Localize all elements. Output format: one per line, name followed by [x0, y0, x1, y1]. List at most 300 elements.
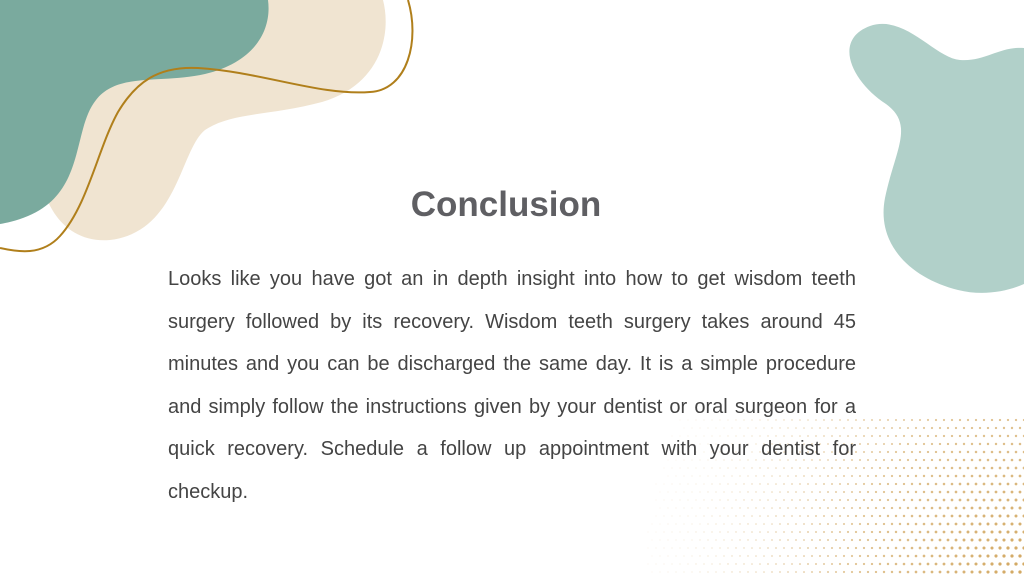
dot: [931, 443, 933, 445]
dot: [867, 491, 869, 493]
dot: [943, 467, 945, 469]
dot: [907, 523, 910, 526]
dot: [867, 523, 869, 525]
dot: [955, 555, 958, 558]
dot: [867, 507, 869, 509]
dot: [847, 563, 849, 565]
dot: [652, 524, 653, 525]
dot: [999, 435, 1001, 437]
dot: [863, 515, 865, 517]
dot: [847, 531, 849, 533]
dot: [999, 467, 1002, 470]
dot: [867, 427, 869, 429]
dot: [887, 499, 889, 501]
dot: [871, 515, 873, 517]
dot: [986, 538, 989, 541]
dot: [963, 459, 966, 462]
dot: [891, 571, 893, 573]
dot: [859, 571, 861, 573]
dot: [971, 427, 973, 429]
dot: [1015, 451, 1018, 454]
dot: [899, 571, 902, 574]
dot: [979, 443, 981, 445]
dot: [887, 467, 889, 469]
dot: [899, 443, 901, 445]
dot: [1019, 443, 1022, 446]
dot: [1011, 491, 1014, 494]
dot: [863, 451, 865, 453]
dot: [863, 419, 865, 421]
dot: [656, 548, 657, 549]
dot: [911, 547, 914, 550]
dot: [903, 515, 905, 517]
dot: [859, 539, 861, 541]
dot: [891, 491, 893, 493]
dot: [923, 475, 925, 477]
dot: [935, 451, 937, 453]
dot: [787, 571, 789, 573]
dot: [727, 563, 728, 564]
dot: [975, 515, 978, 518]
dot: [935, 435, 937, 437]
dot: [991, 451, 994, 454]
dot: [883, 555, 885, 557]
dot: [911, 515, 914, 518]
dot: [843, 523, 845, 525]
dot: [711, 515, 712, 516]
dot: [883, 443, 885, 445]
dot: [915, 539, 918, 542]
dot: [1015, 435, 1017, 437]
dot: [755, 571, 757, 573]
dot: [883, 539, 885, 541]
dot: [815, 515, 817, 517]
dot: [998, 530, 1001, 533]
dot: [831, 547, 833, 549]
dot: [967, 435, 969, 437]
dot: [823, 531, 825, 533]
dot: [903, 467, 905, 469]
dot: [927, 435, 929, 437]
dot: [978, 554, 981, 557]
dot: [859, 491, 861, 493]
dot: [970, 570, 973, 573]
dot: [747, 523, 748, 524]
dot: [927, 483, 930, 486]
dot: [955, 571, 958, 574]
dot: [975, 499, 978, 502]
dot: [987, 459, 990, 462]
dot: [931, 555, 934, 558]
dot: [807, 563, 809, 565]
dot: [683, 523, 684, 524]
dot: [963, 523, 966, 526]
dot: [1006, 546, 1009, 549]
dot: [983, 531, 986, 534]
dot: [895, 451, 897, 453]
dot: [879, 451, 881, 453]
dot: [747, 555, 748, 556]
dot: [931, 507, 934, 510]
dot: [683, 555, 684, 556]
dot: [839, 531, 841, 533]
dot: [691, 523, 692, 524]
dot: [755, 555, 757, 557]
dot: [915, 443, 917, 445]
dot: [939, 427, 941, 429]
dot: [1003, 459, 1006, 462]
dot: [831, 531, 833, 533]
dot: [998, 546, 1001, 549]
dot: [859, 475, 861, 477]
dot: [995, 507, 998, 510]
dot: [771, 523, 773, 525]
dot: [660, 556, 661, 557]
dot: [935, 547, 938, 550]
dot: [919, 547, 922, 550]
dot: [931, 427, 933, 429]
dot: [919, 499, 922, 502]
dot: [963, 475, 966, 478]
dot: [815, 547, 817, 549]
dot: [935, 467, 937, 469]
dot: [919, 451, 921, 453]
dot: [943, 531, 946, 534]
dot: [652, 540, 653, 541]
dot: [1011, 427, 1013, 429]
dot: [735, 515, 736, 516]
dot: [871, 467, 873, 469]
dot: [979, 523, 982, 526]
dot: [947, 571, 950, 574]
dot: [743, 515, 744, 516]
dot: [899, 555, 902, 558]
dot: [899, 523, 901, 525]
dot: [735, 563, 736, 564]
dot: [859, 523, 861, 525]
dot: [895, 483, 897, 485]
dot: [971, 491, 974, 494]
dot: [787, 523, 789, 525]
dot: [907, 475, 909, 477]
dot: [1007, 515, 1010, 518]
dot: [903, 563, 906, 566]
dot: [879, 563, 881, 565]
dot: [955, 539, 958, 542]
dot: [827, 571, 829, 573]
dot: [795, 571, 797, 573]
dot: [715, 555, 716, 556]
dot: [676, 540, 677, 541]
dot: [891, 459, 893, 461]
dot: [683, 539, 684, 540]
dot: [915, 475, 917, 477]
dot: [947, 539, 950, 542]
dot: [927, 531, 930, 534]
dot: [871, 419, 873, 421]
dot: [807, 515, 809, 517]
dot: [759, 547, 761, 549]
dot: [971, 507, 974, 510]
dot: [1007, 435, 1009, 437]
dot: [895, 467, 897, 469]
dot: [935, 419, 937, 421]
dot: [991, 419, 993, 421]
dot: [1003, 491, 1006, 494]
dot: [855, 547, 857, 549]
dot: [943, 499, 946, 502]
dot: [903, 451, 905, 453]
dot: [879, 499, 881, 501]
dot: [999, 515, 1002, 518]
dot: [935, 563, 938, 566]
dot: [990, 562, 993, 565]
dot: [943, 435, 945, 437]
dot: [783, 515, 785, 517]
dot: [911, 435, 913, 437]
dot: [955, 427, 957, 429]
dot: [803, 523, 805, 525]
dot: [807, 547, 809, 549]
dot: [907, 507, 909, 509]
dot: [907, 491, 909, 493]
dot: [987, 507, 990, 510]
dot: [1007, 419, 1009, 421]
dot: [779, 555, 781, 557]
dot: [795, 555, 797, 557]
dot: [939, 475, 941, 477]
dot: [879, 467, 881, 469]
dot: [672, 532, 673, 533]
dot: [668, 572, 669, 573]
dot: [883, 523, 885, 525]
dot: [883, 507, 885, 509]
dot: [731, 539, 732, 540]
dot: [715, 539, 716, 540]
dot: [1002, 554, 1005, 557]
dot: [771, 571, 773, 573]
dot: [787, 555, 789, 557]
dot: [676, 524, 677, 525]
dot: [911, 499, 913, 501]
dot: [1002, 538, 1005, 541]
dot: [931, 539, 934, 542]
dot: [727, 531, 728, 532]
dot: [907, 555, 910, 558]
dot: [867, 443, 869, 445]
dot: [967, 563, 970, 566]
dot: [947, 507, 950, 510]
dot: [990, 546, 993, 549]
dot: [823, 563, 825, 565]
dot: [1010, 538, 1013, 541]
dot: [939, 491, 942, 494]
dot: [1019, 459, 1022, 462]
dot: [974, 546, 977, 549]
dot: [755, 539, 757, 541]
dot: [1006, 562, 1009, 565]
dot: [791, 547, 793, 549]
light-teal-blob: [849, 24, 1024, 293]
dot: [699, 571, 700, 572]
dot: [775, 563, 777, 565]
dot: [771, 539, 773, 541]
dot: [863, 531, 865, 533]
dot: [839, 563, 841, 565]
dot: [751, 547, 753, 549]
dot: [947, 459, 949, 461]
dot: [959, 531, 962, 534]
dot: [779, 539, 781, 541]
dot: [982, 562, 985, 565]
dot: [987, 475, 990, 478]
dot: [831, 515, 833, 517]
dot: [723, 523, 724, 524]
dot: [687, 563, 688, 564]
dot: [915, 427, 917, 429]
dot: [939, 443, 941, 445]
dot: [971, 475, 974, 478]
dot: [967, 499, 970, 502]
dot: [687, 515, 688, 516]
dot: [707, 539, 708, 540]
dot: [959, 547, 962, 550]
dot: [648, 564, 649, 565]
dot: [652, 572, 653, 573]
dot: [819, 555, 821, 557]
dot: [975, 531, 978, 534]
dot: [951, 531, 954, 534]
dot: [923, 523, 926, 526]
dot: [695, 547, 696, 548]
dot: [1003, 507, 1006, 510]
dot: [843, 571, 845, 573]
dot: [995, 427, 997, 429]
dot: [719, 563, 720, 564]
dot: [911, 467, 913, 469]
dot: [703, 531, 704, 532]
dot: [843, 539, 845, 541]
dot: [891, 507, 893, 509]
dot: [1010, 522, 1013, 525]
dot: [991, 499, 994, 502]
dot: [835, 523, 837, 525]
dot: [983, 435, 985, 437]
dot: [664, 532, 665, 533]
dot: [899, 459, 901, 461]
dot: [951, 563, 954, 566]
dot: [795, 539, 797, 541]
dot: [963, 427, 965, 429]
dot: [891, 555, 893, 557]
dot: [648, 548, 649, 549]
dot: [691, 539, 692, 540]
dot: [871, 499, 873, 501]
dot: [991, 515, 994, 518]
dot: [863, 435, 865, 437]
dot: [827, 523, 829, 525]
dot: [668, 540, 669, 541]
dot: [899, 507, 901, 509]
dot: [775, 515, 777, 517]
dot: [967, 515, 970, 518]
dot: [815, 531, 817, 533]
dot: [919, 467, 921, 469]
dot: [1003, 427, 1005, 429]
dot: [983, 515, 986, 518]
dot: [986, 554, 989, 557]
dot: [875, 507, 877, 509]
dot: [983, 451, 986, 454]
dot: [994, 554, 997, 557]
dot: [863, 467, 865, 469]
dot: [871, 451, 873, 453]
dot: [1014, 530, 1017, 533]
dot: [863, 563, 865, 565]
dot: [683, 571, 684, 572]
dot: [911, 563, 914, 566]
dot: [875, 443, 877, 445]
dot: [978, 570, 981, 573]
dot: [935, 483, 938, 486]
dot: [759, 563, 761, 565]
dot: [963, 539, 966, 542]
dot: [731, 523, 732, 524]
dot: [947, 427, 949, 429]
dot: [982, 546, 985, 549]
dot: [775, 547, 777, 549]
dot: [927, 547, 930, 550]
dot: [707, 555, 708, 556]
dot: [975, 467, 978, 470]
dot: [819, 523, 821, 525]
dot: [672, 516, 673, 517]
dot: [715, 571, 716, 572]
dot: [919, 419, 921, 421]
dot: [995, 475, 998, 478]
dot: [990, 530, 993, 533]
dot: [1018, 570, 1021, 573]
dot: [919, 563, 922, 566]
dot: [951, 419, 953, 421]
dot: [687, 547, 688, 548]
dot: [903, 531, 906, 534]
dot: [959, 515, 962, 518]
dot: [767, 563, 769, 565]
dot: [915, 491, 917, 493]
dot: [959, 419, 961, 421]
dot: [664, 548, 665, 549]
dot: [951, 467, 954, 470]
dot: [1019, 491, 1022, 494]
dot: [963, 507, 966, 510]
dot: [859, 427, 861, 429]
dot: [799, 563, 801, 565]
dot: [851, 523, 853, 525]
dot: [979, 539, 982, 542]
dot: [835, 555, 837, 557]
dot: [927, 419, 929, 421]
dot: [915, 555, 918, 558]
dot: [867, 571, 869, 573]
dot: [923, 459, 925, 461]
dot: [959, 483, 962, 486]
dot: [735, 547, 736, 548]
dot: [823, 515, 825, 517]
dot: [979, 427, 981, 429]
dot: [919, 483, 921, 485]
dot: [959, 451, 961, 453]
